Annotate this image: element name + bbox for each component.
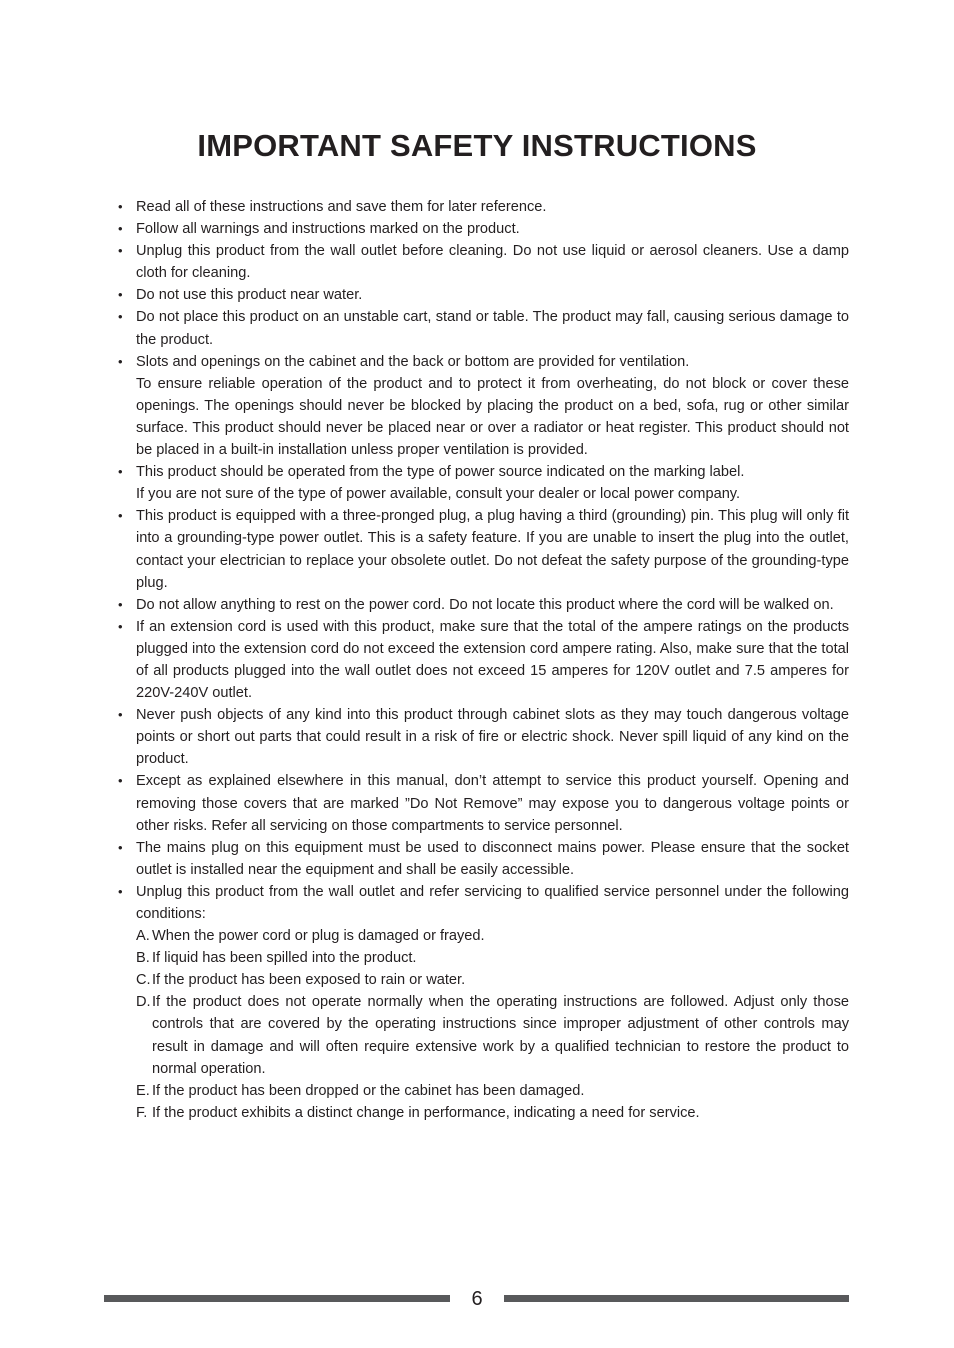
condition-text: When the power cord or plug is damaged or frayed. bbox=[152, 928, 485, 945]
list-item bbox=[118, 306, 849, 350]
bullet-icon: • bbox=[118, 773, 123, 789]
instruction-text: The mains plug on this equipment must be used to disconnect mains power. Please ensure that the socket outlet is installed near the equipment and shall be easily accessible. bbox=[136, 839, 849, 878]
bullet-icon: • bbox=[118, 508, 123, 524]
footer-divider-right bbox=[504, 1295, 849, 1302]
instruction-text: Follow all warnings and instructions marked on the product. bbox=[136, 221, 520, 238]
condition-item bbox=[136, 925, 849, 947]
condition-letter: A. bbox=[136, 928, 150, 945]
condition-text: If the product has been dropped or the cabinet has been damaged. bbox=[152, 1082, 585, 1099]
condition-item bbox=[136, 969, 849, 991]
bullet-icon: • bbox=[118, 221, 123, 237]
condition-text: If liquid has been spilled into the product. bbox=[152, 950, 417, 967]
list-item bbox=[118, 594, 849, 616]
list-item bbox=[118, 505, 849, 593]
condition-letter: C. bbox=[136, 972, 151, 989]
list-item bbox=[118, 284, 849, 306]
condition-letter: D. bbox=[136, 994, 151, 1011]
condition-letter: B. bbox=[136, 950, 150, 967]
list-item bbox=[118, 240, 849, 284]
condition-text: If the product has been exposed to rain or water. bbox=[152, 972, 466, 989]
bullet-icon: • bbox=[118, 287, 123, 303]
list-item bbox=[118, 881, 849, 1124]
instruction-text: Unplug this product from the wall outlet before cleaning. Do not use liquid or aerosol cleaners. Use a damp cloth for cleaning. bbox=[136, 243, 849, 282]
bullet-icon: • bbox=[118, 883, 123, 899]
condition-item bbox=[136, 991, 849, 1079]
list-item bbox=[118, 461, 849, 505]
instruction-text: Except as explained elsewhere in this manual, don’t attempt to service this product yourself. Opening and removing those covers that are marked ”Do Not Remove” may expose you to dangerous voltage points or other risks. Refer all servicing on those compartments to service personnel. bbox=[136, 773, 849, 834]
instruction-text: If an extension cord is used with this product, make sure that the total of the ampere ratings on the products plugged into the extension cord do not exceed the extension cord ampere rating. Also, make sure that the total of all products plugged into the wall outlet does not exceed 15 amperes for 120V outlet and 7.5 amperes for 220V-240V outlet. bbox=[136, 618, 849, 702]
footer-divider-left bbox=[104, 1295, 450, 1302]
bullet-icon: • bbox=[118, 596, 123, 612]
instruction-text: This product is equipped with a three-pronged plug, a plug having a third (grounding) pin. This plug will only fit into a grounding-type power outlet. This is a safety feature. If you are unable to insert the plug into the outlet, contact your electrician to replace your obsolete outlet. Do not defeat the safety purpose of the grounding-type plug. bbox=[136, 508, 849, 591]
bullet-icon: • bbox=[118, 839, 123, 855]
bullet-icon: • bbox=[118, 618, 123, 634]
condition-text: If the product exhibits a distinct change in performance, indicating a need for service. bbox=[152, 1104, 700, 1121]
list-item bbox=[118, 351, 849, 461]
page-title: IMPORTANT SAFETY INSTRUCTIONS bbox=[197, 128, 757, 163]
bullet-icon: • bbox=[118, 464, 123, 480]
condition-letter: F. bbox=[136, 1104, 148, 1121]
instruction-text: Do not allow anything to rest on the power cord. Do not locate this product where the cord will be walked on. bbox=[136, 596, 834, 613]
bullet-icon: • bbox=[118, 309, 123, 325]
condition-item bbox=[136, 1080, 849, 1102]
condition-item bbox=[136, 947, 849, 969]
bullet-icon: • bbox=[118, 243, 123, 259]
list-item bbox=[118, 704, 849, 770]
instruction-text-continued: To ensure reliable operation of the product and to protect it from overheating, do not block or cover these openings. The openings should never be blocked by placing the product on a bed, sofa, rug or other similar surface. This product should never be placed near or over a radiator or heat register. This product should not be placed in a built-in installation unless proper ventilation is provided. bbox=[136, 375, 849, 459]
instruction-text-continued: If you are not sure of the type of power available, consult your dealer or local power company. bbox=[136, 486, 741, 503]
service-conditions-list bbox=[136, 925, 849, 1124]
condition-item bbox=[136, 1102, 849, 1124]
condition-letter: E. bbox=[136, 1082, 150, 1099]
bullet-icon: • bbox=[118, 199, 123, 214]
list-item bbox=[118, 770, 849, 836]
list-item bbox=[118, 837, 849, 881]
instruction-text: Slots and openings on the cabinet and the back or bottom are provided for ventilation. bbox=[136, 353, 690, 370]
instruction-text: Do not use this product near water. bbox=[136, 287, 363, 304]
instruction-text: Never push objects of any kind into this product through cabinet slots as they may touch dangerous voltage points or short out parts that could result in a risk of fire or electric shock. Never spill liquid of any kind on the product. bbox=[136, 707, 849, 768]
condition-text: If the product does not operate normally when the operating instructions are followed. Adjust only those controls that are covered by the operating instructions since improper adjustment of other controls may result in damage and will often require extensive work by a qualified technician to restore the product to normal operation. bbox=[152, 994, 849, 1077]
instruction-text: Unplug this product from the wall outlet and refer servicing to qualified service personnel under the following conditions: bbox=[136, 883, 849, 922]
instruction-text: This product should be operated from the type of power source indicated on the marking label. bbox=[136, 464, 745, 481]
page-footer bbox=[104, 1286, 849, 1312]
safety-instructions-list bbox=[118, 196, 849, 1124]
list-item bbox=[118, 218, 849, 240]
instruction-text: Do not place this product on an unstable cart, stand or table. The product may fall, causing serious damage to the product. bbox=[136, 309, 849, 348]
list-item bbox=[118, 196, 849, 218]
page-number: 6 bbox=[471, 1288, 483, 1310]
bullet-icon: • bbox=[118, 353, 123, 369]
bullet-icon: • bbox=[118, 707, 123, 723]
instruction-text: Read all of these instructions and save them for later reference. bbox=[136, 199, 547, 215]
list-item bbox=[118, 616, 849, 704]
